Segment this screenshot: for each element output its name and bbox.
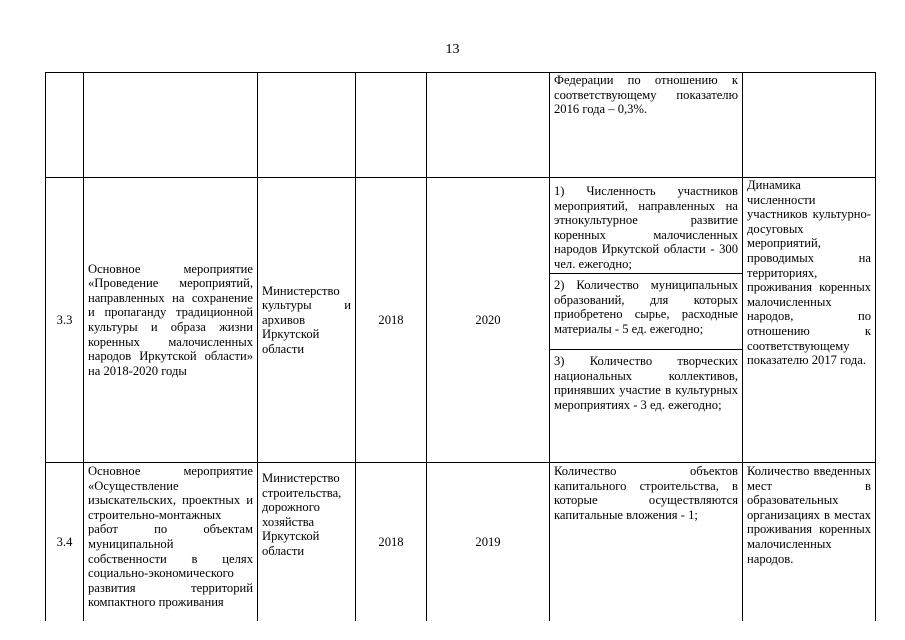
result-cell bbox=[743, 178, 876, 463]
measure-name-text: Основное мероприятие «Осуществление изыскательских, проектных и строительно-монтажных работ по объектам муниципальной собственности в целях социально-экономического развития территорий компактного проживания bbox=[88, 464, 253, 610]
indicator-text: Количество объектов капитального строительства, в которые осуществляются капитальные вложения - 1; bbox=[554, 464, 738, 522]
indicator-cell bbox=[550, 463, 743, 622]
executor bbox=[258, 463, 356, 622]
indicator-cell bbox=[550, 73, 743, 178]
result-text: Динамика численности участников культурно-досуговых мероприятий, проводимых на территориях, проживания коренных малочисленных народов, по отношению к соответствующему показателю 2017 года. bbox=[747, 178, 871, 368]
result-cell bbox=[743, 73, 876, 178]
executor bbox=[258, 178, 356, 463]
measure-name bbox=[84, 178, 258, 463]
row-number: 3.4 bbox=[46, 463, 84, 622]
measures-table bbox=[45, 72, 876, 621]
row-number: 3.3 bbox=[46, 178, 84, 463]
indicator-cell bbox=[550, 178, 743, 463]
end-year: 2019 bbox=[427, 463, 550, 622]
table-row bbox=[46, 73, 876, 178]
table-row bbox=[46, 178, 876, 463]
start-year: 2018 bbox=[356, 463, 427, 622]
start-year bbox=[356, 73, 427, 178]
executor-text: Министерство строительства, дорожного хозяйства Иркутской области bbox=[262, 471, 342, 558]
row-number bbox=[46, 73, 84, 178]
start-year: 2018 bbox=[356, 178, 427, 463]
executor bbox=[258, 73, 356, 178]
end-year: 2020 bbox=[427, 178, 550, 463]
indicator-item: 3) Количество творческих национальных коллективов, принявших участие в культурных мероприятиях - 3 ед. ежегодно; bbox=[554, 354, 738, 412]
executor-text: Министерство культуры и архивов Иркутской области bbox=[262, 283, 351, 356]
indicator-item: 2) Количество муниципальных образований, для которых приобретено сырье, расходные материалы - 5 ед. ежегодно; bbox=[550, 274, 742, 350]
measure-name bbox=[84, 463, 258, 622]
table-row bbox=[46, 463, 876, 622]
result-text: Количество введенных мест в образовательных организациях в местах проживания коренных малочисленных народов. bbox=[747, 464, 871, 566]
indicator-item: 1) Численность участников мероприятий, направленных на этнокультурное развитие коренных малочисленных народов Иркутской области - 300 чел. ежегодно; bbox=[550, 178, 742, 274]
page-number: 13 bbox=[445, 42, 460, 57]
end-year bbox=[427, 73, 550, 178]
measure-name-text: Основное мероприятие «Проведение мероприятий, направленных на сохранение и пропаганду традиционной культуры и образа жизни коренных малочисленных народов Иркутской области» на 2018-2020 годы bbox=[88, 261, 253, 378]
indicator-text: Федерации по отношению к соответствующему показателю 2016 года – 0,3%. bbox=[554, 73, 738, 117]
result-cell bbox=[743, 463, 876, 622]
measure-name bbox=[84, 73, 258, 178]
